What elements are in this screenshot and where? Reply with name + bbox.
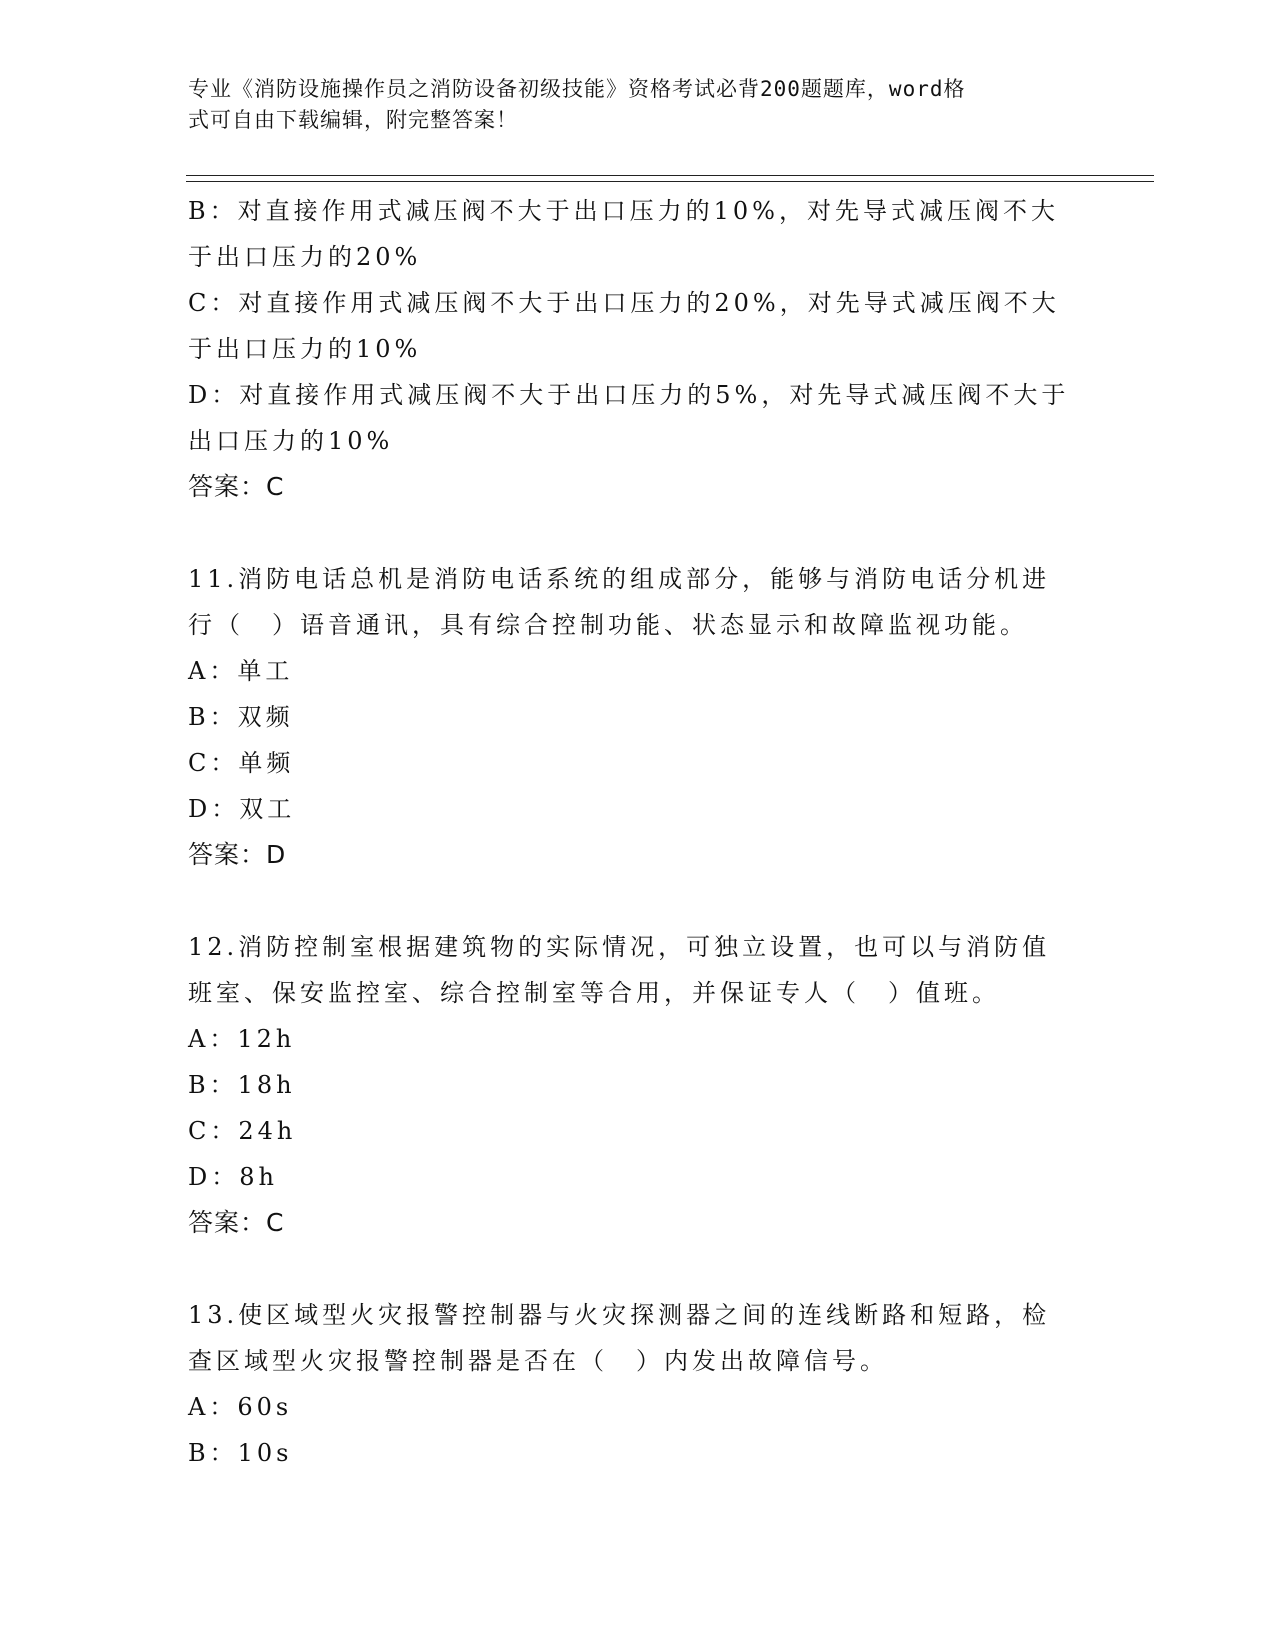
header-line-2: 式可自由下载编辑，附完整答案！ [188,108,518,132]
question-stem-line-2: 班室、保安监控室、综合控制室等合用，并保证专人（ ）值班。 [188,979,1000,1007]
option-d: D：8h [188,1163,278,1191]
spacer [188,1246,1088,1292]
question-stem-line-2: 查区域型火灾报警控制器是否在（ ）内发出故障信号。 [188,1347,888,1375]
question-stem-line-2: 行（ ）语音通讯，具有综合控制功能、状态显示和故障监视功能。 [188,611,1028,639]
option-c: C：24h [188,1117,297,1145]
option-b: B：18h [188,1071,296,1099]
option-c-line-1: C：对直接作用式减压阀不大于出口压力的20%，对先导式减压阀不大 [188,289,1060,317]
header-line-1: 专业《消防设施操作员之消防设备初级技能》资格考试必背200题题库，word格 [188,77,966,101]
answer: 答案：C [188,1208,285,1237]
option-a: A：12h [188,1025,296,1053]
option-d-line-1: D：对直接作用式减压阀不大于出口压力的5%，对先导式减压阀不大于 [188,381,1070,409]
option-b-line-1: B：对直接作用式减压阀不大于出口压力的10%，对先导式减压阀不大 [188,197,1059,225]
spacer [188,510,1088,556]
option-d: D：双工 [188,795,296,823]
option-b: B：双频 [188,703,294,731]
question-11 [188,556,1088,878]
answer: 答案：D [188,840,287,869]
question-stem-line-1: 12.消防控制室根据建筑物的实际情况，可独立设置，也可以与消防值 [188,933,1051,961]
question-10 [188,188,1088,510]
question-stem-line-1: 13.使区域型火灾报警控制器与火灾探测器之间的连线断路和短路，检 [188,1301,1051,1329]
header-divider-top [186,175,1154,176]
option-a: A：60s [188,1393,293,1421]
option-c: C：单频 [188,749,295,777]
option-a: A：单工 [188,657,294,685]
question-stem-line-1: 11.消防电话总机是消防电话系统的组成部分，能够与消防电话分机进 [188,565,1051,593]
header-divider-bottom [186,181,1154,182]
document-header [188,74,1068,136]
option-b: B：10s [188,1439,293,1467]
answer: 答案：C [188,472,285,501]
question-12 [188,924,1088,1246]
option-c-line-2: 于出口压力的10% [188,335,422,363]
option-b-line-2: 于出口压力的20% [188,243,422,271]
question-list [188,188,1088,1476]
question-13 [188,1292,1088,1476]
option-d-line-2: 出口压力的10% [188,427,394,455]
spacer [188,878,1088,924]
